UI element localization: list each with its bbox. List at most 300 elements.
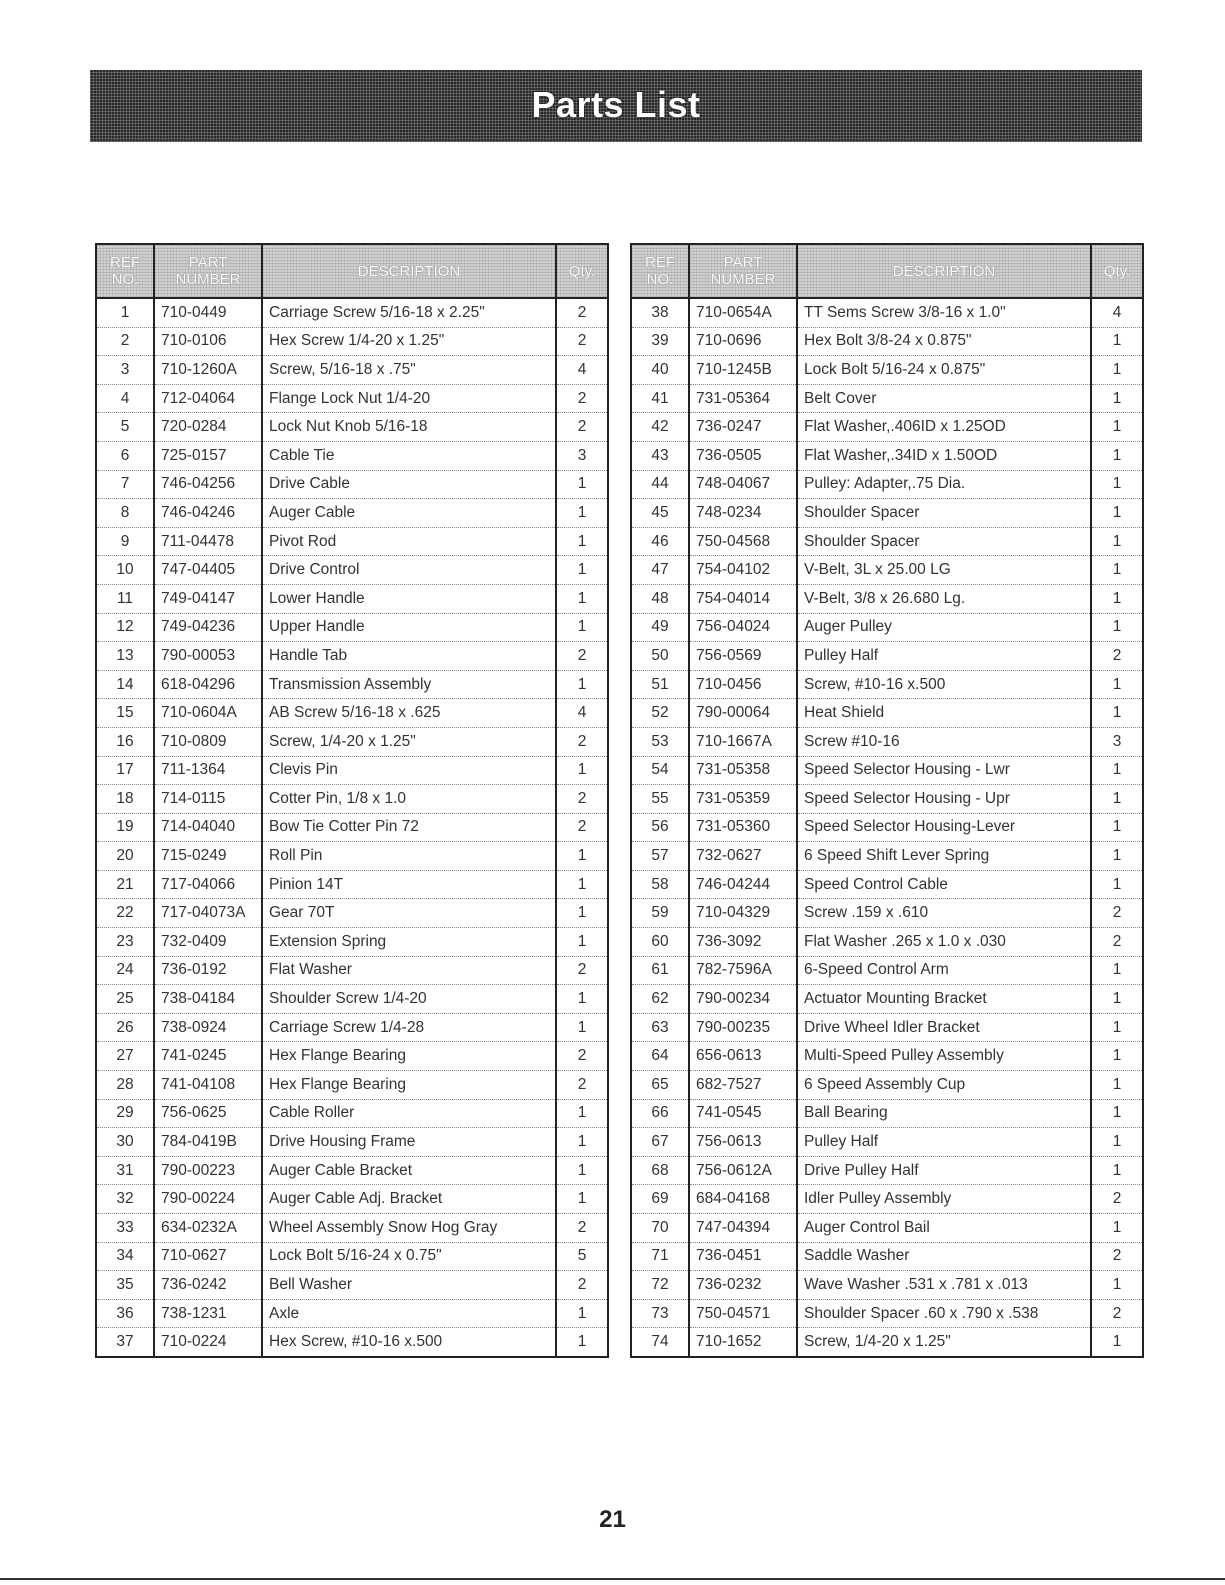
table-row [96,699,608,728]
qty-cell: 1 [1091,1013,1143,1042]
part-number-cell: 738-04184 [154,985,262,1014]
qty-cell: 1 [556,1299,608,1328]
ref-no-cell: 10 [96,556,154,585]
parts-table-left [95,243,609,1358]
qty-cell: 1 [556,1328,608,1357]
description-cell: Actuator Mounting Bracket [797,985,1091,1014]
description-cell: Cotter Pin, 1/8 x 1.0 [262,785,556,814]
part-number-cell: 710-0604A [154,699,262,728]
table-row [96,1042,608,1071]
table-row [96,384,608,413]
ref-no-cell: 33 [96,1214,154,1243]
qty-cell: 2 [1091,928,1143,957]
table-row [631,899,1143,928]
part-number-cell: 710-04329 [689,899,797,928]
table-row [96,813,608,842]
part-number-cell: 684-04168 [689,1185,797,1214]
qty-cell: 1 [1091,1128,1143,1157]
ref-no-cell: 51 [631,670,689,699]
header-part-number: PART NUMBER [154,244,262,298]
ref-no-cell: 65 [631,1071,689,1100]
part-number-cell: 714-04040 [154,813,262,842]
ref-no-cell: 3 [96,356,154,385]
parts-table-right-body [631,298,1143,1357]
table-row [96,527,608,556]
part-number-cell: 750-04571 [689,1299,797,1328]
qty-cell: 5 [556,1242,608,1271]
qty-cell: 1 [556,527,608,556]
ref-no-cell: 57 [631,842,689,871]
ref-no-cell: 70 [631,1214,689,1243]
description-cell: Screw, 1/4-20 x 1.25" [262,727,556,756]
ref-no-cell: 41 [631,384,689,413]
table-row [96,556,608,585]
ref-no-cell: 42 [631,413,689,442]
part-number-cell: 748-04067 [689,470,797,499]
table-row [631,870,1143,899]
part-number-cell: 748-0234 [689,499,797,528]
header-ref-no: REF NO. [631,244,689,298]
table-row [631,1185,1143,1214]
table-row [631,499,1143,528]
qty-cell: 1 [1091,384,1143,413]
ref-no-cell: 9 [96,527,154,556]
qty-cell: 1 [1091,499,1143,528]
ref-no-cell: 38 [631,298,689,327]
description-cell: Wave Washer .531 x .781 x .013 [797,1271,1091,1300]
ref-no-cell: 40 [631,356,689,385]
description-cell: Belt Cover [797,384,1091,413]
description-cell: AB Screw 5/16-18 x .625 [262,699,556,728]
description-cell: Heat Shield [797,699,1091,728]
description-cell: Bow Tie Cotter Pin 72 [262,813,556,842]
part-number-cell: 731-05364 [689,384,797,413]
ref-no-cell: 62 [631,985,689,1014]
qty-cell: 1 [556,499,608,528]
qty-cell: 2 [1091,642,1143,671]
ref-no-cell: 13 [96,642,154,671]
ref-no-cell: 35 [96,1271,154,1300]
part-number-cell: 782-7596A [689,956,797,985]
table-row [96,327,608,356]
description-cell: Auger Cable Bracket [262,1156,556,1185]
ref-no-cell: 48 [631,584,689,613]
description-cell: V-Belt, 3/8 x 26.680 Lg. [797,584,1091,613]
description-cell: Hex Bolt 3/8-24 x 0.875" [797,327,1091,356]
part-number-cell: 736-0192 [154,956,262,985]
ref-no-cell: 60 [631,928,689,957]
ref-no-cell: 50 [631,642,689,671]
part-number-cell: 715-0249 [154,842,262,871]
part-number-cell: 741-0545 [689,1099,797,1128]
description-cell: Speed Control Cable [797,870,1091,899]
table-row [96,1299,608,1328]
ref-no-cell: 36 [96,1299,154,1328]
header-part-number: PART NUMBER [689,244,797,298]
table-row [631,1128,1143,1157]
part-number-cell: 710-1260A [154,356,262,385]
part-number-cell: 710-0809 [154,727,262,756]
part-number-cell: 732-0409 [154,928,262,957]
ref-no-cell: 61 [631,956,689,985]
part-number-cell: 790-00235 [689,1013,797,1042]
ref-no-cell: 59 [631,899,689,928]
qty-cell: 2 [556,327,608,356]
description-cell: Flat Washer,.34ID x 1.50OD [797,441,1091,470]
table-row [631,1299,1143,1328]
part-number-cell: 711-1364 [154,756,262,785]
description-cell: Saddle Washer [797,1242,1091,1271]
table-row [96,1128,608,1157]
ref-no-cell: 16 [96,727,154,756]
part-number-cell: 711-04478 [154,527,262,556]
part-number-cell: 746-04244 [689,870,797,899]
part-number-cell: 746-04256 [154,470,262,499]
qty-cell: 2 [556,384,608,413]
description-cell: Shoulder Spacer .60 x .790 x .538 [797,1299,1091,1328]
qty-cell: 1 [1091,1099,1143,1128]
part-number-cell: 736-0232 [689,1271,797,1300]
part-number-cell: 749-04236 [154,613,262,642]
table-row [96,785,608,814]
qty-cell: 1 [1091,1071,1143,1100]
table-row [631,327,1143,356]
qty-cell: 2 [556,413,608,442]
description-cell: Drive Wheel Idler Bracket [797,1013,1091,1042]
ref-no-cell: 39 [631,327,689,356]
qty-cell: 2 [556,956,608,985]
description-cell: Axle [262,1299,556,1328]
qty-cell: 1 [1091,356,1143,385]
table-row [631,613,1143,642]
table-row [631,441,1143,470]
description-cell: Transmission Assembly [262,670,556,699]
description-cell: Drive Housing Frame [262,1128,556,1157]
qty-cell: 1 [556,1156,608,1185]
qty-cell: 2 [1091,1242,1143,1271]
ref-no-cell: 58 [631,870,689,899]
table-row [631,470,1143,499]
description-cell: Drive Cable [262,470,556,499]
page-title: Parts List [531,84,701,125]
description-cell: Multi-Speed Pulley Assembly [797,1042,1091,1071]
table-row [96,413,608,442]
qty-cell: 1 [556,870,608,899]
table-row [96,899,608,928]
table-row [96,441,608,470]
description-cell: Upper Handle [262,613,556,642]
qty-cell: 1 [1091,1214,1143,1243]
ref-no-cell: 71 [631,1242,689,1271]
qty-cell: 1 [556,584,608,613]
header-qty: Qty. [556,244,608,298]
table-row [631,928,1143,957]
ref-no-cell: 19 [96,813,154,842]
description-cell: Auger Cable [262,499,556,528]
qty-cell: 4 [556,356,608,385]
table-row [631,956,1143,985]
qty-cell: 1 [1091,556,1143,585]
ref-no-cell: 1 [96,298,154,327]
table-row [631,813,1143,842]
part-number-cell: 790-00224 [154,1185,262,1214]
header-description: DESCRIPTION [797,244,1091,298]
table-row [631,1271,1143,1300]
table-row [96,584,608,613]
table-row [96,756,608,785]
part-number-cell: 750-04568 [689,527,797,556]
description-cell: Pulley: Adapter,.75 Dia. [797,470,1091,499]
ref-no-cell: 37 [96,1328,154,1357]
part-number-cell: 747-04405 [154,556,262,585]
table-row [96,298,608,327]
table-row [96,985,608,1014]
ref-no-cell: 44 [631,470,689,499]
part-number-cell: 756-0613 [689,1128,797,1157]
ref-no-cell: 18 [96,785,154,814]
part-number-cell: 756-0569 [689,642,797,671]
ref-no-cell: 72 [631,1271,689,1300]
qty-cell: 1 [1091,985,1143,1014]
table-row [631,584,1143,613]
ref-no-cell: 73 [631,1299,689,1328]
part-number-cell: 736-3092 [689,928,797,957]
qty-cell: 1 [1091,1042,1143,1071]
description-cell: Pulley Half [797,1128,1091,1157]
qty-cell: 1 [1091,956,1143,985]
part-number-cell: 756-04024 [689,613,797,642]
ref-no-cell: 66 [631,1099,689,1128]
qty-cell: 1 [1091,870,1143,899]
qty-cell: 1 [1091,813,1143,842]
ref-no-cell: 31 [96,1156,154,1185]
qty-cell: 1 [556,928,608,957]
part-number-cell: 710-0456 [689,670,797,699]
table-row [631,1042,1143,1071]
table-row [631,1071,1143,1100]
description-cell: Flat Washer,.406ID x 1.25OD [797,413,1091,442]
part-number-cell: 725-0157 [154,441,262,470]
table-row [96,356,608,385]
ref-no-cell: 53 [631,727,689,756]
description-cell: Shoulder Spacer [797,527,1091,556]
part-number-cell: 656-0613 [689,1042,797,1071]
ref-no-cell: 17 [96,756,154,785]
ref-no-cell: 7 [96,470,154,499]
table-row [96,1071,608,1100]
ref-no-cell: 45 [631,499,689,528]
description-cell: Auger Pulley [797,613,1091,642]
description-cell: Speed Selector Housing - Lwr [797,756,1091,785]
table-row [96,1099,608,1128]
part-number-cell: 747-04394 [689,1214,797,1243]
table-row [631,298,1143,327]
description-cell: 6-Speed Control Arm [797,956,1091,985]
table-row [631,727,1143,756]
description-cell: Hex Flange Bearing [262,1042,556,1071]
header-description: DESCRIPTION [262,244,556,298]
part-number-cell: 731-05358 [689,756,797,785]
ref-no-cell: 12 [96,613,154,642]
table-row [631,1242,1143,1271]
table-row [631,785,1143,814]
description-cell: Lock Nut Knob 5/16-18 [262,413,556,442]
table-row [631,1013,1143,1042]
ref-no-cell: 21 [96,870,154,899]
part-number-cell: 790-00223 [154,1156,262,1185]
ref-no-cell: 4 [96,384,154,413]
qty-cell: 4 [1091,298,1143,327]
qty-cell: 1 [1091,699,1143,728]
description-cell: Speed Selector Housing-Lever [797,813,1091,842]
description-cell: Roll Pin [262,842,556,871]
ref-no-cell: 14 [96,670,154,699]
ref-no-cell: 67 [631,1128,689,1157]
description-cell: TT Sems Screw 3/8-16 x 1.0" [797,298,1091,327]
qty-cell: 1 [556,470,608,499]
part-number-cell: 710-1652 [689,1328,797,1357]
description-cell: Lock Bolt 5/16-24 x 0.875" [797,356,1091,385]
ref-no-cell: 54 [631,756,689,785]
table-row [631,699,1143,728]
part-number-cell: 784-0419B [154,1128,262,1157]
ref-no-cell: 68 [631,1156,689,1185]
parts-table-right [630,243,1144,1358]
table-row [96,670,608,699]
qty-cell: 1 [1091,670,1143,699]
table-row [96,499,608,528]
table-row [631,1214,1143,1243]
qty-cell: 1 [1091,413,1143,442]
parts-table-left-body [96,298,608,1357]
description-cell: Flat Washer [262,956,556,985]
part-number-cell: 710-0654A [689,298,797,327]
ref-no-cell: 56 [631,813,689,842]
table-row [631,413,1143,442]
description-cell: Lock Bolt 5/16-24 x 0.75" [262,1242,556,1271]
description-cell: Pivot Rod [262,527,556,556]
part-number-cell: 634-0232A [154,1214,262,1243]
part-number-cell: 720-0284 [154,413,262,442]
table-row [631,527,1143,556]
table-row [96,956,608,985]
qty-cell: 1 [1091,756,1143,785]
table-row [96,1156,608,1185]
part-number-cell: 746-04246 [154,499,262,528]
table-row [96,870,608,899]
part-number-cell: 756-0612A [689,1156,797,1185]
table-row [96,1242,608,1271]
description-cell: Speed Selector Housing - Upr [797,785,1091,814]
ref-no-cell: 69 [631,1185,689,1214]
part-number-cell: 738-1231 [154,1299,262,1328]
description-cell: Auger Control Bail [797,1214,1091,1243]
part-number-cell: 736-0505 [689,441,797,470]
header-qty: Qty. [1091,244,1143,298]
ref-no-cell: 63 [631,1013,689,1042]
ref-no-cell: 64 [631,1042,689,1071]
part-number-cell: 717-04066 [154,870,262,899]
qty-cell: 2 [556,1271,608,1300]
ref-no-cell: 74 [631,1328,689,1357]
table-header-row [96,244,608,298]
part-number-cell: 731-05360 [689,813,797,842]
ref-no-cell: 29 [96,1099,154,1128]
description-cell: Cable Tie [262,441,556,470]
part-number-cell: 618-04296 [154,670,262,699]
table-row [631,642,1143,671]
ref-no-cell: 32 [96,1185,154,1214]
table-row [96,642,608,671]
part-number-cell: 790-00234 [689,985,797,1014]
part-number-cell: 710-0627 [154,1242,262,1271]
ref-no-cell: 20 [96,842,154,871]
qty-cell: 1 [1091,842,1143,871]
description-cell: Screw, 1/4-20 x 1.25" [797,1328,1091,1357]
table-row [631,670,1143,699]
description-cell: Shoulder Screw 1/4-20 [262,985,556,1014]
table-row [631,384,1143,413]
description-cell: Handle Tab [262,642,556,671]
part-number-cell: 682-7527 [689,1071,797,1100]
part-number-cell: 710-0696 [689,327,797,356]
part-number-cell: 736-0247 [689,413,797,442]
description-cell: Carriage Screw 1/4-28 [262,1013,556,1042]
table-row [631,556,1143,585]
part-number-cell: 710-0224 [154,1328,262,1357]
ref-no-cell: 55 [631,785,689,814]
description-cell: Bell Washer [262,1271,556,1300]
qty-cell: 2 [556,642,608,671]
qty-cell: 2 [556,1071,608,1100]
table-row [96,613,608,642]
description-cell: Screw, #10-16 x.500 [797,670,1091,699]
description-cell: Hex Screw, #10-16 x.500 [262,1328,556,1357]
ref-no-cell: 34 [96,1242,154,1271]
description-cell: Drive Pulley Half [797,1156,1091,1185]
part-number-cell: 736-0451 [689,1242,797,1271]
description-cell: Wheel Assembly Snow Hog Gray [262,1214,556,1243]
qty-cell: 1 [556,985,608,1014]
qty-cell: 1 [1091,613,1143,642]
qty-cell: 2 [556,1214,608,1243]
ref-no-cell: 8 [96,499,154,528]
qty-cell: 1 [1091,785,1143,814]
qty-cell: 1 [556,1185,608,1214]
part-number-cell: 736-0242 [154,1271,262,1300]
ref-no-cell: 49 [631,613,689,642]
part-number-cell: 714-0115 [154,785,262,814]
qty-cell: 1 [1091,1156,1143,1185]
qty-cell: 1 [556,842,608,871]
ref-no-cell: 2 [96,327,154,356]
qty-cell: 1 [1091,584,1143,613]
description-cell: Pulley Half [797,642,1091,671]
part-number-cell: 738-0924 [154,1013,262,1042]
qty-cell: 2 [556,298,608,327]
qty-cell: 1 [556,556,608,585]
description-cell: Flat Washer .265 x 1.0 x .030 [797,928,1091,957]
qty-cell: 1 [1091,327,1143,356]
description-cell: Hex Flange Bearing [262,1071,556,1100]
part-number-cell: 749-04147 [154,584,262,613]
ref-no-cell: 24 [96,956,154,985]
table-row [631,1099,1143,1128]
table-row [631,756,1143,785]
table-header-row [631,244,1143,298]
ref-no-cell: 52 [631,699,689,728]
description-cell: Screw #10-16 [797,727,1091,756]
